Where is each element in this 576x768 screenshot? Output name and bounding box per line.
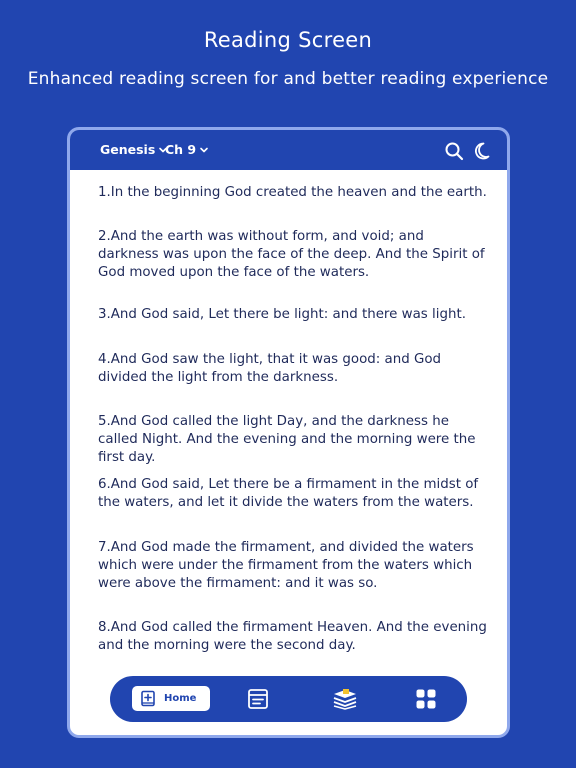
verse-6: 6.And God said, Let there be a firmament in the midst of the waters, and let it divide the waters from the waters. — [98, 477, 479, 510]
bottom-nav — [110, 676, 467, 722]
verse-2: 2.And the earth was without form, and void; and darkness was upon the face of the deep. And the Spirit of God moved upon the face of the waters. — [98, 229, 485, 280]
home-book-icon — [140, 690, 156, 707]
verse-3: 3.And God said, Let there be light: and there was light. — [98, 307, 466, 322]
promo-subtitle: Enhanced reading screen for and better reading experience — [27, 69, 549, 89]
book-selector[interactable] — [100, 142, 168, 157]
reader-header — [70, 130, 507, 170]
book-name: Genesis — [100, 142, 156, 157]
verse-8: 8.And God called the firmament Heaven. And the evening and the morning were the second day. — [98, 620, 487, 653]
verse-7: 7.And God made the firmament, and divided the waters which were under the firmament from the waters which were above the firmament: and it was so. — [98, 540, 474, 591]
verse-4: 4.And God saw the light, that it was good: and God divided the light from the darkness. — [98, 352, 442, 385]
chapter-name: Ch 9 — [165, 142, 197, 157]
moon-icon[interactable] — [471, 141, 491, 161]
verse-1: 1.In the beginning God created the heaven and the earth. — [98, 185, 487, 200]
article-icon[interactable] — [247, 688, 269, 710]
chevron-down-icon — [199, 145, 209, 155]
search-icon[interactable] — [444, 141, 464, 161]
verse-5: 5.And God called the light Day, and the darkness he called Night. And the evening and the morning were the first day. — [98, 414, 476, 465]
library-icon[interactable] — [331, 688, 359, 710]
nav-home-label: Home — [164, 693, 197, 704]
nav-home-button[interactable] — [132, 686, 210, 711]
chapter-selector[interactable] — [165, 142, 209, 157]
device-frame — [67, 127, 510, 738]
grid-icon[interactable] — [415, 688, 437, 710]
promo-title: Reading Screen — [203, 28, 373, 52]
